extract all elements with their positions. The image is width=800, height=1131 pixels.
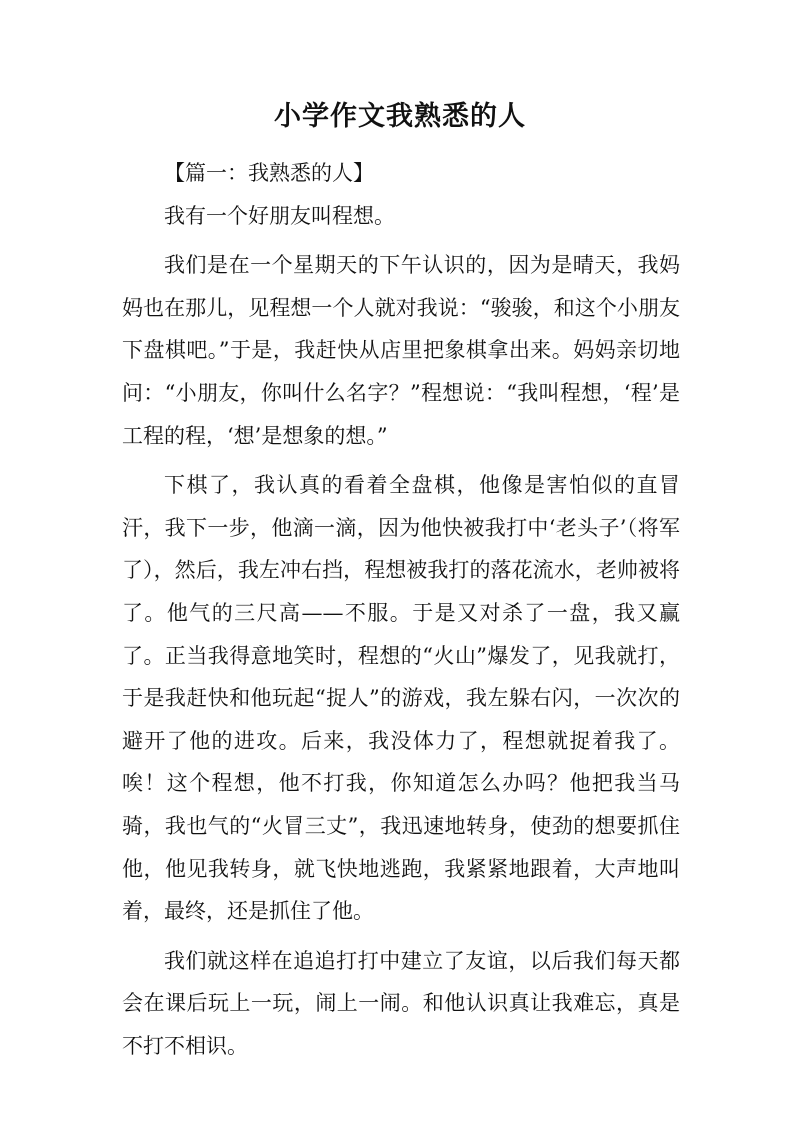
document-title: 小学作文我熟悉的人 — [274, 101, 526, 132]
section-heading: 【篇一：我熟悉的人】 — [164, 161, 374, 185]
paragraph-1: 我有一个好朋友叫程想。 — [164, 203, 395, 228]
paragraph-2: 我们是在一个星期天的下午认识的，因为是晴天，我妈妈也在那儿，见程想一个人就对我说：“骏骏，和这个小朋友下盘棋吧。”于是，我赶快从店里把象棋拿出来。妈妈亲切地问：“小朋友，你叫什么名字？”程想说：“我叫程想，‘程’是工程的程，‘想’是想象的想。” — [122, 253, 680, 448]
paragraph-4: 我们就这样在追追打打中建立了友谊，以后我们每天都会在课后玩上一玩，闹上一闹。和他认识真让我难忘，真是不打不相识。 — [122, 948, 680, 1058]
paragraph-3: 下棋了，我认真的看着全盘棋，他像是害怕似的直冒汗，我下一步，他滴一滴，因为他快被我打中‘老头子’（将军了），然后，我左冲右挡，程想被我打的落花流水，老帅被将了。他气的三尺高——不服。于是又对杀了一盘，我又赢了。正当我得意地笑时，程想的“火山”爆发了，见我就打，于是我赶快和他玩起“捉人”的游戏，我左躲右闪，一次次的避开了他的进攻。后来，我没体力了，程想就捉着我了。唉！这个程想，他不打我，你知道怎么办吗？他把我当马骑，我也气的“火冒三丈”，我迅速地转身，使劲的想要抓住他，他见我转身，就飞快地逃跑，我紧紧地跟着，大声地叫着，最终，还是抓住了他。 — [122, 473, 680, 924]
document-body — [122, 152, 680, 1067]
